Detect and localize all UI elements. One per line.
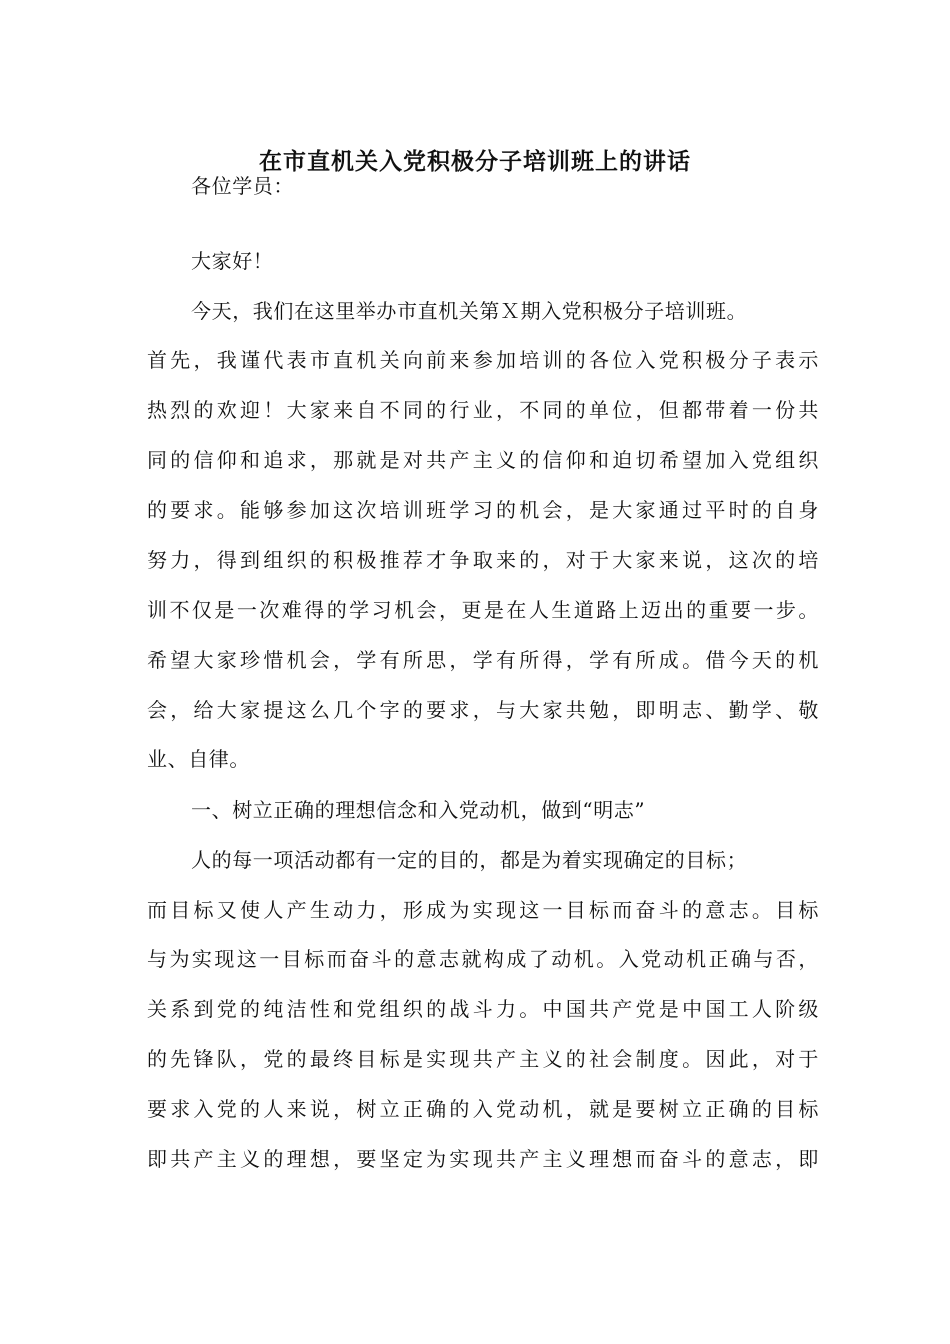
paragraph-1-line-3: 热烈的欢迎！大家来自不同的行业，不同的单位，但都带着一份共 bbox=[147, 398, 819, 422]
salutation-line: 大家好！ bbox=[191, 249, 274, 273]
paragraph-1-line-2: 首先，我谨代表市直机关向前来参加培训的各位入党积极分子表示 bbox=[147, 348, 819, 372]
paragraph-1-line-10: 业、自律。 bbox=[147, 747, 250, 771]
paragraph-1-line-7: 训不仅是一次难得的学习机会，更是在人生道路上迈出的重要一步。 bbox=[147, 598, 819, 622]
paragraph-1-line-9: 会，给大家提这么几个字的要求，与大家共勉，即明志、勤学、敬 bbox=[147, 698, 819, 722]
paragraph-1-line-6: 努力，得到组织的积极推荐才争取来的，对于大家来说，这次的培 bbox=[147, 548, 819, 572]
document-title: 在市直机关入党积极分子培训班上的讲话 bbox=[259, 148, 691, 175]
paragraph-2-line-6: 要求入党的人来说，树立正确的入党动机，就是要树立正确的目标 bbox=[147, 1097, 819, 1121]
paragraph-2-line-7: 即共产主义的理想，要坚定为实现共产主义理想而奋斗的意志，即 bbox=[147, 1147, 819, 1171]
paragraph-2-line-4: 关系到党的纯洁性和党组织的战斗力。中国共产党是中国工人阶级 bbox=[147, 997, 819, 1021]
paragraph-2-line-3: 与为实现这一目标而奋斗的意志就构成了动机。入党动机正确与否， bbox=[147, 947, 819, 971]
paragraph-1-line-8: 希望大家珍惜机会，学有所思，学有所得，学有所成。借今天的机 bbox=[147, 648, 819, 672]
paragraph-1-line-1: 今天，我们在这里举办市直机关第Ｘ期入党积极分子培训班。 bbox=[191, 299, 748, 323]
greeting-line: 各位学员： bbox=[191, 174, 294, 198]
section-1-heading: 一、树立正确的理想信念和入党动机，做到“明志” bbox=[191, 798, 646, 822]
paragraph-2-line-2: 而目标又使人产生动力，形成为实现这一目标而奋斗的意志。目标 bbox=[147, 898, 819, 922]
paragraph-2-line-5: 的先锋队，党的最终目标是实现共产主义的社会制度。因此，对于 bbox=[147, 1047, 819, 1071]
paragraph-2-line-1: 人的每一项活动都有一定的目的，都是为着实现确定的目标； bbox=[191, 848, 748, 872]
paragraph-1-line-5: 的要求。能够参加这次培训班学习的机会，是大家通过平时的自身 bbox=[147, 498, 819, 522]
paragraph-1-line-4: 同的信仰和追求，那就是对共产主义的信仰和迫切希望加入党组织 bbox=[147, 448, 819, 472]
